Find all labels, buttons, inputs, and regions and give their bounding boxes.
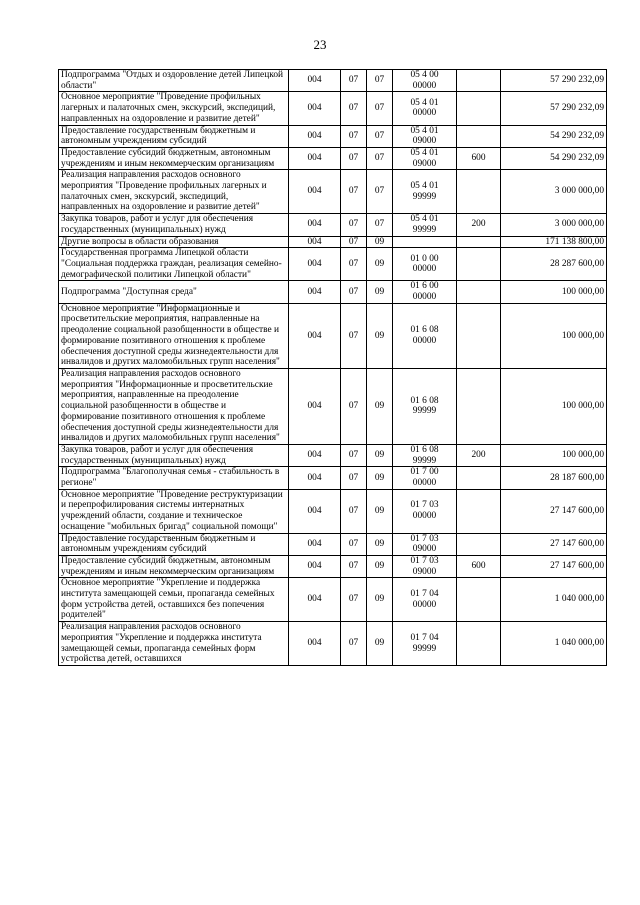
target-article-line: 09000: [412, 158, 437, 169]
table-row: [59, 467, 607, 489]
target-article-cell: [393, 236, 457, 248]
target-article-cell: [393, 622, 457, 666]
amount-cell: 100 000,00: [501, 281, 607, 303]
target-article-line: 01 7 04: [410, 632, 439, 643]
section-code-cell: 07: [341, 444, 367, 466]
expense-name-cell: Реализация направления расходов основного мероприятия "Проведение профильных лагерных и палаточных смен, экскурсий, экспедиций, направленных на оздоровление и развитие детей": [59, 170, 289, 214]
expense-name-cell: Закупка товаров, работ и услуг для обеспечения государственных (муниципальных) нужд: [59, 214, 289, 236]
section-code-cell: 07: [341, 533, 367, 555]
section-code-cell: 07: [341, 578, 367, 622]
expense-name-cell: Подпрограмма "Отдых и оздоровление детей Липецкой области": [59, 70, 289, 92]
ministry-code-cell: 004: [289, 303, 341, 368]
target-article-line: 01 6 00: [410, 281, 439, 292]
amount-cell: 28 287 600,00: [501, 248, 607, 281]
table-row: [59, 236, 607, 248]
ministry-code-cell: 004: [289, 467, 341, 489]
amount-cell: 27 147 600,00: [501, 489, 607, 533]
amount-cell: 171 138 800,00: [501, 236, 607, 248]
target-article-line: 00000: [412, 292, 437, 303]
expense-name-cell: Предоставление субсидий бюджетным, автономным учреждениям и иным некоммерческим организациям: [59, 147, 289, 169]
target-article-cell: [393, 92, 457, 125]
expense-name-cell: Реализация направления расходов основного мероприятия "Информационные и просветительские мероприятия, направленные на преодоление социальной разобщенности в обществе и формирование позитивного отношения к проблеме обеспечения доступной среды жизнедеятельности для инвалидов и других маломобильных групп населения": [59, 368, 289, 444]
table-row: [59, 368, 607, 444]
table-row: [59, 170, 607, 214]
ministry-code-cell: 004: [289, 489, 341, 533]
expense-type-cell: [457, 281, 501, 303]
target-article-line: 01 6 08: [410, 395, 439, 406]
target-article-line: 05 4 00: [410, 70, 439, 80]
target-article-line: 01 6 08: [410, 444, 439, 455]
table-row: [59, 578, 607, 622]
target-article-cell: [393, 489, 457, 533]
target-article-line: 00000: [412, 108, 437, 119]
subsection-code-cell: 09: [367, 281, 393, 303]
expense-name-cell: Предоставление государственным бюджетным и автономным учреждениям субсидий: [59, 125, 289, 147]
expense-type-cell: [457, 489, 501, 533]
target-article-line: 05 4 01: [410, 125, 439, 136]
target-article-line: 05 4 01: [410, 97, 439, 108]
expense-type-cell: [457, 248, 501, 281]
budget-table-body: [59, 70, 607, 666]
target-article-cell: [393, 467, 457, 489]
subsection-code-cell: 09: [367, 578, 393, 622]
subsection-code-cell: 09: [367, 467, 393, 489]
section-code-cell: 07: [341, 555, 367, 577]
amount-cell: 1 040 000,00: [501, 578, 607, 622]
amount-cell: 1 040 000,00: [501, 622, 607, 666]
target-article-cell: [393, 70, 457, 92]
target-article-cell: [393, 170, 457, 214]
section-code-cell: 07: [341, 236, 367, 248]
target-article-cell: [393, 444, 457, 466]
amount-cell: 3 000 000,00: [501, 214, 607, 236]
target-article-line: 99999: [412, 643, 437, 654]
subsection-code-cell: 09: [367, 489, 393, 533]
ministry-code-cell: 004: [289, 368, 341, 444]
ministry-code-cell: 004: [289, 578, 341, 622]
subsection-code-cell: 09: [367, 368, 393, 444]
section-code-cell: 07: [341, 147, 367, 169]
target-article-cell: [393, 303, 457, 368]
amount-cell: 57 290 232,09: [501, 92, 607, 125]
table-row: [59, 125, 607, 147]
target-article-line: 99999: [412, 191, 437, 202]
section-code-cell: 07: [341, 303, 367, 368]
ministry-code-cell: 004: [289, 248, 341, 281]
subsection-code-cell: 07: [367, 170, 393, 214]
expense-type-cell: [457, 92, 501, 125]
table-row: [59, 533, 607, 555]
expense-name-cell: Подпрограмма "Благополучная семья - стабильность в регионе": [59, 467, 289, 489]
table-row: [59, 92, 607, 125]
subsection-code-cell: 09: [367, 622, 393, 666]
expense-name-cell: Предоставление субсидий бюджетным, автономным учреждениям и иным некоммерческим организациям: [59, 555, 289, 577]
target-article-line: 05 4 01: [410, 147, 439, 158]
amount-cell: 57 290 232,09: [501, 70, 607, 92]
target-article-cell: [393, 248, 457, 281]
target-article-line: 01 7 03: [410, 533, 439, 544]
subsection-code-cell: 07: [367, 147, 393, 169]
ministry-code-cell: 004: [289, 147, 341, 169]
expense-type-cell: [457, 303, 501, 368]
amount-cell: 27 147 600,00: [501, 533, 607, 555]
target-article-line: 01 7 03: [410, 500, 439, 511]
subsection-code-cell: 09: [367, 303, 393, 368]
expense-name-cell: Подпрограмма "Доступная среда": [59, 281, 289, 303]
amount-cell: 100 000,00: [501, 303, 607, 368]
table-row: [59, 147, 607, 169]
expense-type-cell: [457, 70, 501, 92]
target-article-cell: [393, 214, 457, 236]
target-article-cell: [393, 147, 457, 169]
table-row: [59, 214, 607, 236]
ministry-code-cell: 004: [289, 70, 341, 92]
amount-cell: 54 290 232,09: [501, 147, 607, 169]
ministry-code-cell: 004: [289, 236, 341, 248]
expense-type-cell: [457, 467, 501, 489]
expense-type-cell: 600: [457, 147, 501, 169]
target-article-line: 01 7 03: [410, 555, 439, 566]
subsection-code-cell: 07: [367, 70, 393, 92]
subsection-code-cell: 09: [367, 248, 393, 281]
section-code-cell: 07: [341, 467, 367, 489]
expense-type-cell: 200: [457, 444, 501, 466]
expense-type-cell: [457, 533, 501, 555]
ministry-code-cell: 004: [289, 533, 341, 555]
expense-type-cell: [457, 368, 501, 444]
table-row: [59, 303, 607, 368]
target-article-cell: [393, 555, 457, 577]
expense-type-cell: 600: [457, 555, 501, 577]
target-article-line: 99999: [412, 224, 437, 235]
subsection-code-cell: 07: [367, 214, 393, 236]
expense-type-cell: 200: [457, 214, 501, 236]
target-article-line: 00000: [412, 80, 437, 91]
table-row: [59, 444, 607, 466]
section-code-cell: 07: [341, 281, 367, 303]
subsection-code-cell: 09: [367, 533, 393, 555]
subsection-code-cell: 09: [367, 555, 393, 577]
expense-name-cell: Государственная программа Липецкой области "Социальная поддержка граждан, реализация семейно-демографической политики Липецкой области": [59, 248, 289, 281]
target-article-line: 00000: [412, 478, 437, 489]
section-code-cell: 07: [341, 489, 367, 533]
ministry-code-cell: 004: [289, 92, 341, 125]
expense-name-cell: Основное мероприятие "Информационные и просветительские мероприятия, направленные на преодоление социальной разобщенности в обществе и формирование позитивного отношения к проблеме обеспечения доступной среды жизнедеятельности для инвалидов и других маломобильных групп населения": [59, 303, 289, 368]
ministry-code-cell: 004: [289, 444, 341, 466]
target-article-cell: [393, 281, 457, 303]
expense-name-cell: Основное мероприятие "Укрепление и поддержка института замещающей семьи, пропаганда семейных форм устройства детей, оставшихся без попечения родителей": [59, 578, 289, 622]
target-article-line: 01 0 00: [410, 253, 439, 264]
target-article-line: 01 7 00: [410, 467, 439, 478]
amount-cell: 54 290 232,09: [501, 125, 607, 147]
section-code-cell: 07: [341, 70, 367, 92]
expense-type-cell: [457, 125, 501, 147]
section-code-cell: 07: [341, 92, 367, 125]
ministry-code-cell: 004: [289, 555, 341, 577]
amount-cell: 100 000,00: [501, 368, 607, 444]
expense-name-cell: Другие вопросы в области образования: [59, 236, 289, 248]
table-row: [59, 281, 607, 303]
section-code-cell: 07: [341, 368, 367, 444]
ministry-code-cell: 004: [289, 170, 341, 214]
target-article-line: 00000: [412, 335, 437, 346]
section-code-cell: 07: [341, 170, 367, 214]
subsection-code-cell: 09: [367, 236, 393, 248]
amount-cell: 3 000 000,00: [501, 170, 607, 214]
section-code-cell: 07: [341, 214, 367, 236]
subsection-code-cell: 07: [367, 125, 393, 147]
table-row: [59, 70, 607, 92]
ministry-code-cell: 004: [289, 622, 341, 666]
subsection-code-cell: 09: [367, 444, 393, 466]
ministry-code-cell: 004: [289, 281, 341, 303]
target-article-cell: [393, 533, 457, 555]
expense-type-cell: [457, 578, 501, 622]
target-article-line: 09000: [412, 136, 437, 147]
target-article-cell: [393, 368, 457, 444]
budget-table: [58, 69, 607, 666]
section-code-cell: 07: [341, 248, 367, 281]
target-article-line: 01 6 08: [410, 325, 439, 336]
target-article-cell: [393, 125, 457, 147]
target-article-line: 00000: [412, 511, 437, 522]
target-article-line: 01 7 04: [410, 589, 439, 600]
target-article-line: 00000: [412, 599, 437, 610]
amount-cell: 27 147 600,00: [501, 555, 607, 577]
amount-cell: 28 187 600,00: [501, 467, 607, 489]
expense-type-cell: [457, 236, 501, 248]
target-article-line: 00000: [412, 264, 437, 275]
amount-cell: 100 000,00: [501, 444, 607, 466]
table-row: [59, 489, 607, 533]
target-article-cell: [393, 578, 457, 622]
ministry-code-cell: 004: [289, 125, 341, 147]
expense-name-cell: Основное мероприятие "Проведение реструктуризации и перепрофилирования системы интернатных учреждений области, создание и техническое оснащение "мобильных бригад" социальной помощи": [59, 489, 289, 533]
expense-name-cell: Предоставление государственным бюджетным и автономным учреждениям субсидий: [59, 533, 289, 555]
section-code-cell: 07: [341, 125, 367, 147]
section-code-cell: 07: [341, 622, 367, 666]
subsection-code-cell: 07: [367, 92, 393, 125]
target-article-line: 99999: [412, 455, 437, 466]
expense-name-cell: Закупка товаров, работ и услуг для обеспечения государственных (муниципальных) нужд: [59, 444, 289, 466]
target-article-line: 09000: [412, 566, 437, 577]
expense-type-cell: [457, 170, 501, 214]
target-article-line: 99999: [412, 406, 437, 417]
table-row: [59, 622, 607, 666]
table-row: [59, 555, 607, 577]
target-article-line: 05 4 01: [410, 214, 439, 225]
expense-type-cell: [457, 622, 501, 666]
target-article-line: 09000: [412, 544, 437, 555]
ministry-code-cell: 004: [289, 214, 341, 236]
page-number: 23: [313, 37, 327, 52]
target-article-line: 05 4 01: [410, 181, 439, 192]
expense-name-cell: Основное мероприятие "Проведение профильных лагерных и палаточных смен, экскурсий, экспедиций, направленных на оздоровление и развитие детей": [59, 92, 289, 125]
table-row: [59, 248, 607, 281]
expense-name-cell: Реализация направления расходов основного мероприятия "Укрепление и поддержка института замещающей семьи, пропаганда семейных форм устройства детей, оставшихся: [59, 622, 289, 666]
